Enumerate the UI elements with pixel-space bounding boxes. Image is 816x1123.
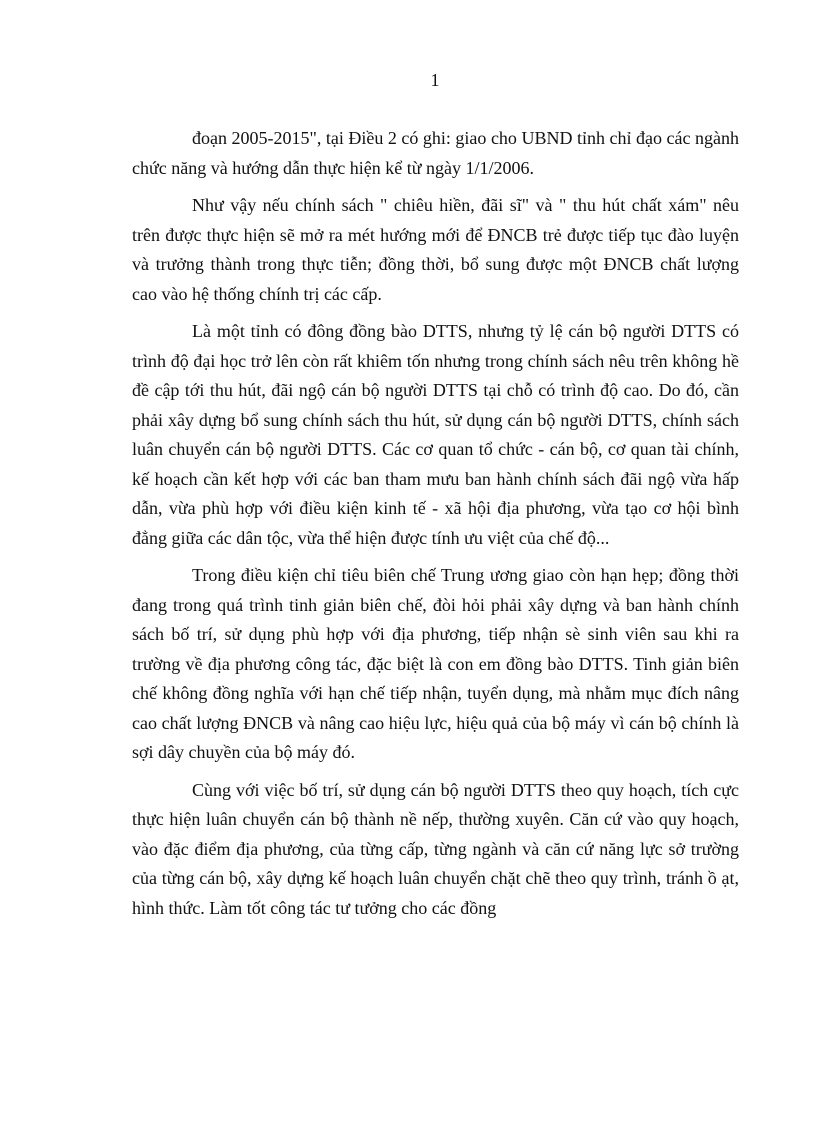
paragraph-3: Là một tỉnh có đông đồng bào DTTS, nhưng tỷ lệ cán bộ người DTTS có trình độ đại học trở lên còn rất khiêm tốn nhưng trong chính sách nêu trên không hề đề cập tới thu hút, đãi ngộ cán bộ người DTTS tại chỗ có trình độ cao. Do đó, cần phải xây dựng bổ sung chính sách thu hút, sử dụng cán bộ người DTTS, chính sách luân chuyển cán bộ người DTTS. Các cơ quan tổ chức - cán bộ, cơ quan tài chính, kế hoạch cần kết hợp với các ban tham mưu ban hành chính sách đãi ngộ vừa hấp dẫn, vừa phù hợp với điều kiện kinh tế - xã hội địa phương, vừa tạo cơ hội bình đẳng giữa các dân tộc, vừa thể hiện được tính ưu việt của chế độ... (132, 321, 739, 548)
paragraph-4: Trong điều kiện chỉ tiêu biên chế Trung ương giao còn hạn hẹp; đồng thời đang trong quá trình tinh giản biên chế, đòi hỏi phải xây dựng và ban hành chính sách bố trí, sử dụng phù hợp với địa phương, tiếp nhận sè sinh viên sau khi ra trường về địa phương công tác, đặc biệt là con em đồng bào DTTS. Tinh giản biên chế không đồng nghĩa với hạn chế tiếp nhận, tuyển dụng, mà nhằm mục đích nâng cao chất lượng ĐNCB và nâng cao hiệu lực, hiệu quả của bộ máy vì cán bộ chính là sợi dây chuyền của bộ máy đó. (132, 565, 739, 762)
body-text (132, 124, 739, 931)
paragraph-1: đoạn 2005-2015", tại Điều 2 có ghi: giao cho UBND tỉnh chỉ đạo các ngành chức năng và hướng dẫn thực hiện kể từ ngày 1/1/2006. (132, 128, 739, 178)
page-number: 1 (430, 70, 440, 90)
paragraph-2: Như vậy nếu chính sách " chiêu hiền, đãi sĩ" và " thu hút chất xám" nêu trên được thực hiện sẽ mở ra mét hướng mới để ĐNCB trẻ được tiếp tục đào luyện và trưởng thành trong thực tiễn; đồng thời, bổ sung được một ĐNCB chất lượng cao vào hệ thống chính trị các cấp. (132, 195, 739, 304)
paragraph-5: Cùng với việc bố trí, sử dụng cán bộ người DTTS theo quy hoạch, tích cực thực hiện luân chuyển cán bộ thành nề nếp, thường xuyên. Căn cứ vào quy hoạch, vào đặc điểm địa phương, của từng cấp, từng ngành và căn cứ năng lực sở trường của từng cán bộ, xây dựng kế hoạch luân chuyển chặt chẽ theo quy trình, tránh ồ ạt, hình thức. Làm tốt công tác tư tưởng cho các đồng (132, 779, 739, 918)
